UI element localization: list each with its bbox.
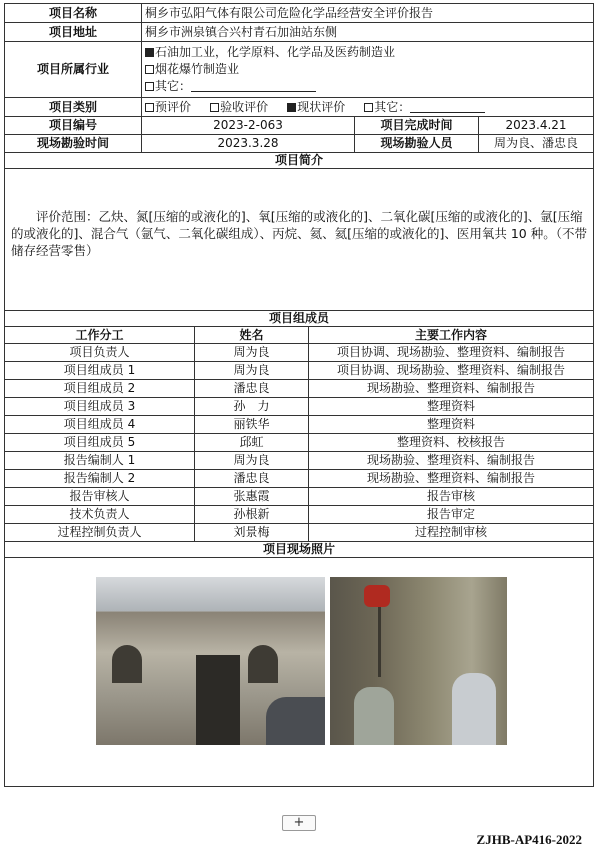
team-table (4, 310, 594, 787)
industry-option-fireworks: 烟花爆竹制造业 (145, 61, 590, 78)
table-row (5, 398, 594, 416)
team-section-title: 项目组成员 (5, 311, 594, 327)
project-industry-label: 项目所属行业 (5, 42, 142, 98)
photo-window (248, 645, 278, 683)
team-header-role: 工作分工 (5, 327, 195, 344)
team-role-cell: 报告审核人 (5, 488, 195, 506)
add-page-button[interactable]: + (282, 815, 316, 831)
team-role-cell: 项目组成员 3 (5, 398, 195, 416)
team-work-cell: 现场勘验、整理资料、编制报告 (309, 380, 594, 398)
checked-box-icon (145, 48, 154, 57)
table-row (5, 452, 594, 470)
team-work-cell: 报告审定 (309, 506, 594, 524)
table-row (5, 488, 594, 506)
team-name-cell: 潘忠良 (195, 380, 309, 398)
team-work-cell: 整理资料 (309, 398, 594, 416)
unchecked-box-icon (364, 103, 373, 112)
project-name-value: 桐乡市弘阳气体有限公司危险化学品经营安全评价报告 (142, 4, 594, 23)
team-work-cell: 报告审核 (309, 488, 594, 506)
type-option-acceptance: 验收评价 (210, 100, 268, 114)
intro-section-title: 项目简介 (5, 153, 594, 169)
unchecked-box-icon (145, 82, 154, 91)
document-code: ZJHB-AP416-2022 (476, 832, 582, 847)
team-work-cell: 现场勘验、整理资料、编制报告 (309, 470, 594, 488)
team-work-cell: 过程控制审核 (309, 524, 594, 542)
survey-staff-value: 周为良、潘忠良 (479, 135, 594, 153)
team-role-cell: 项目组成员 1 (5, 362, 195, 380)
team-role-cell: 项目组成员 4 (5, 416, 195, 434)
unchecked-box-icon (145, 65, 154, 74)
blank-underline (191, 79, 316, 92)
team-name-cell: 周为良 (195, 452, 309, 470)
unchecked-box-icon (210, 103, 219, 112)
report-form (4, 3, 593, 787)
photo-roof (96, 577, 325, 611)
intro-text: 评价范围：乙炔、氮[压缩的或液化的]、氧[压缩的或液化的]、二氧化碳[压缩的或液化的]、氩[压缩的或液化的]、混合气（氩气、二氧化碳组成）、丙烷、氦、氦[压缩的或液化的]、医用氧共 10 种。（不带储存经营零售） (11, 209, 587, 258)
team-role-cell: 报告编制人 1 (5, 452, 195, 470)
project-address-value: 桐乡市洲泉镇合兴村青石加油站东侧 (142, 23, 594, 42)
table-row (5, 524, 594, 542)
team-name-cell: 潘忠良 (195, 470, 309, 488)
team-role-cell: 项目负责人 (5, 344, 195, 362)
intro-text-cell (5, 169, 594, 311)
team-role-cell: 过程控制负责人 (5, 524, 195, 542)
survey-time-value: 2023.3.28 (142, 135, 355, 153)
photo-door (196, 655, 240, 745)
table-row (5, 362, 594, 380)
team-name-cell: 孙根新 (195, 506, 309, 524)
team-header-work: 主要工作内容 (309, 327, 594, 344)
site-photo-building (96, 577, 325, 745)
team-role-cell: 项目组成员 2 (5, 380, 195, 398)
photo-gas-cylinder (452, 673, 496, 745)
photo-window (112, 645, 142, 683)
table-row (5, 344, 594, 362)
blank-underline (410, 100, 485, 113)
photo-red-valve (364, 585, 390, 607)
table-row (5, 416, 594, 434)
team-work-cell: 项目协调、现场勘验、整理资料、编制报告 (309, 344, 594, 362)
photo-gas-cylinder (354, 687, 394, 745)
project-code-value: 2023-2-063 (142, 117, 355, 135)
team-rows (5, 344, 594, 542)
project-type-options (142, 98, 594, 117)
table-row (5, 434, 594, 452)
team-role-cell: 技术负责人 (5, 506, 195, 524)
project-code-label: 项目编号 (5, 117, 142, 135)
checked-box-icon (287, 103, 296, 112)
completion-time-value: 2023.4.21 (479, 117, 594, 135)
team-work-cell: 整理资料、校核报告 (309, 434, 594, 452)
table-row (5, 470, 594, 488)
team-work-cell: 整理资料 (309, 416, 594, 434)
survey-time-label: 现场勘验时间 (5, 135, 142, 153)
project-address-label: 项目地址 (5, 23, 142, 42)
photos-cell (5, 558, 594, 787)
team-work-cell: 现场勘验、整理资料、编制报告 (309, 452, 594, 470)
project-industry-options (142, 42, 594, 98)
team-name-cell: 刘景梅 (195, 524, 309, 542)
project-type-label: 项目类别 (5, 98, 142, 117)
type-option-pre: 预评价 (145, 100, 191, 114)
type-option-current: 现状评价 (287, 100, 345, 114)
team-name-cell: 张惠霞 (195, 488, 309, 506)
team-work-cell: 项目协调、现场勘验、整理资料、编制报告 (309, 362, 594, 380)
photo-car (266, 697, 325, 745)
table-row (5, 506, 594, 524)
photo-pipe (378, 607, 381, 677)
unchecked-box-icon (145, 103, 154, 112)
team-name-cell: 丽铁华 (195, 416, 309, 434)
team-name-cell: 周为良 (195, 344, 309, 362)
project-name-label: 项目名称 (5, 4, 142, 23)
photos-section-title: 项目现场照片 (5, 542, 594, 558)
site-photo-cylinders (330, 577, 507, 745)
table-row (5, 380, 594, 398)
team-name-cell: 周为良 (195, 362, 309, 380)
team-name-cell: 孙 力 (195, 398, 309, 416)
completion-time-label: 项目完成时间 (355, 117, 479, 135)
survey-staff-label: 现场勘验人员 (355, 135, 479, 153)
team-role-cell: 项目组成员 5 (5, 434, 195, 452)
industry-option-petrochemical: 石油加工业，化学原料、化学品及医药制造业 (145, 44, 590, 61)
team-header-name: 姓名 (195, 327, 309, 344)
team-name-cell: 邱虹 (195, 434, 309, 452)
team-role-cell: 报告编制人 2 (5, 470, 195, 488)
industry-option-other: 其它： (145, 78, 590, 95)
project-info-table (4, 3, 594, 311)
type-option-other: 其它： (364, 100, 485, 114)
